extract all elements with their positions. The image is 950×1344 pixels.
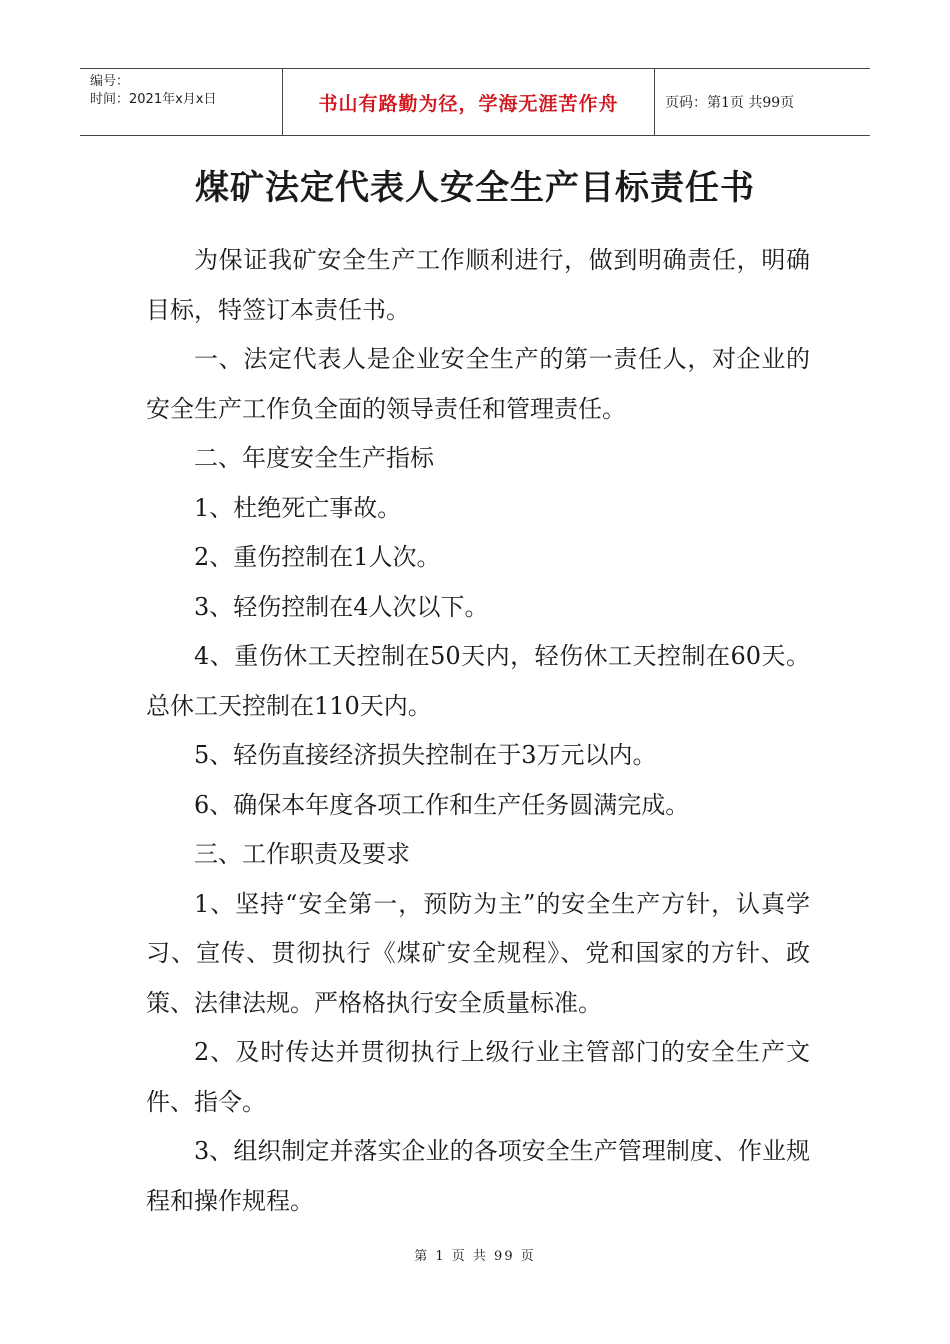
header-page-info: 页码：第1页 共99页 — [665, 95, 795, 111]
list-item: 2、重伤控制在1人次。 — [194, 543, 441, 571]
list-item: 5、轻伤直接经济损失控制在于3万元以内。 — [194, 741, 657, 769]
document-body — [146, 236, 810, 1226]
section-heading: 三、工作职责及要求 — [194, 840, 410, 868]
page-footer: 第 1 页 共 99 页 — [414, 1249, 536, 1264]
document-number: 编号： — [90, 74, 130, 89]
header-meta — [80, 69, 283, 135]
document-title: 煤矿法定代表人安全生产目标责任书 — [195, 168, 755, 208]
list-item: 3、轻伤控制在4人次以下。 — [194, 592, 489, 621]
document-date: 时间：2021年x月x日 — [90, 92, 217, 107]
list-item: 1、杜绝死亡事故。 — [194, 493, 402, 522]
page-header — [80, 68, 870, 136]
list-item: 2、及时传达并贯彻执行上级行业主管部门的安全生产文件、指令。 — [146, 1038, 810, 1116]
list-item: 4、重伤休工天控制在50天内，轻伤休工天控制在60天。总休工天控制在110天内。 — [146, 642, 810, 720]
paragraph: 一、法定代表人是企业安全生产的第一责任人，对企业的安全生产工作负全面的领导责任和管理责任。 — [146, 345, 810, 423]
paragraph: 为保证我矿安全生产工作顺利进行，做到明确责任，明确目标，特签订本责任书。 — [146, 246, 810, 324]
list-item: 1、坚持“安全第一，预防为主”的安全生产方针，认真学习、宣传、贯彻执行《煤矿安全规程》、党和国家的方针、政策、法律法规。严格格执行安全质量标准。 — [146, 889, 810, 1017]
header-motto: 书山有路勤为径，学海无涯苦作舟 — [283, 69, 655, 135]
list-item: 3、组织制定并落实企业的各项安全生产管理制度、作业规程和操作规程。 — [146, 1137, 810, 1215]
section-heading: 二、年度安全生产指标 — [194, 444, 434, 472]
list-item: 6、确保本年度各项工作和生产任务圆满完成。 — [194, 790, 690, 819]
